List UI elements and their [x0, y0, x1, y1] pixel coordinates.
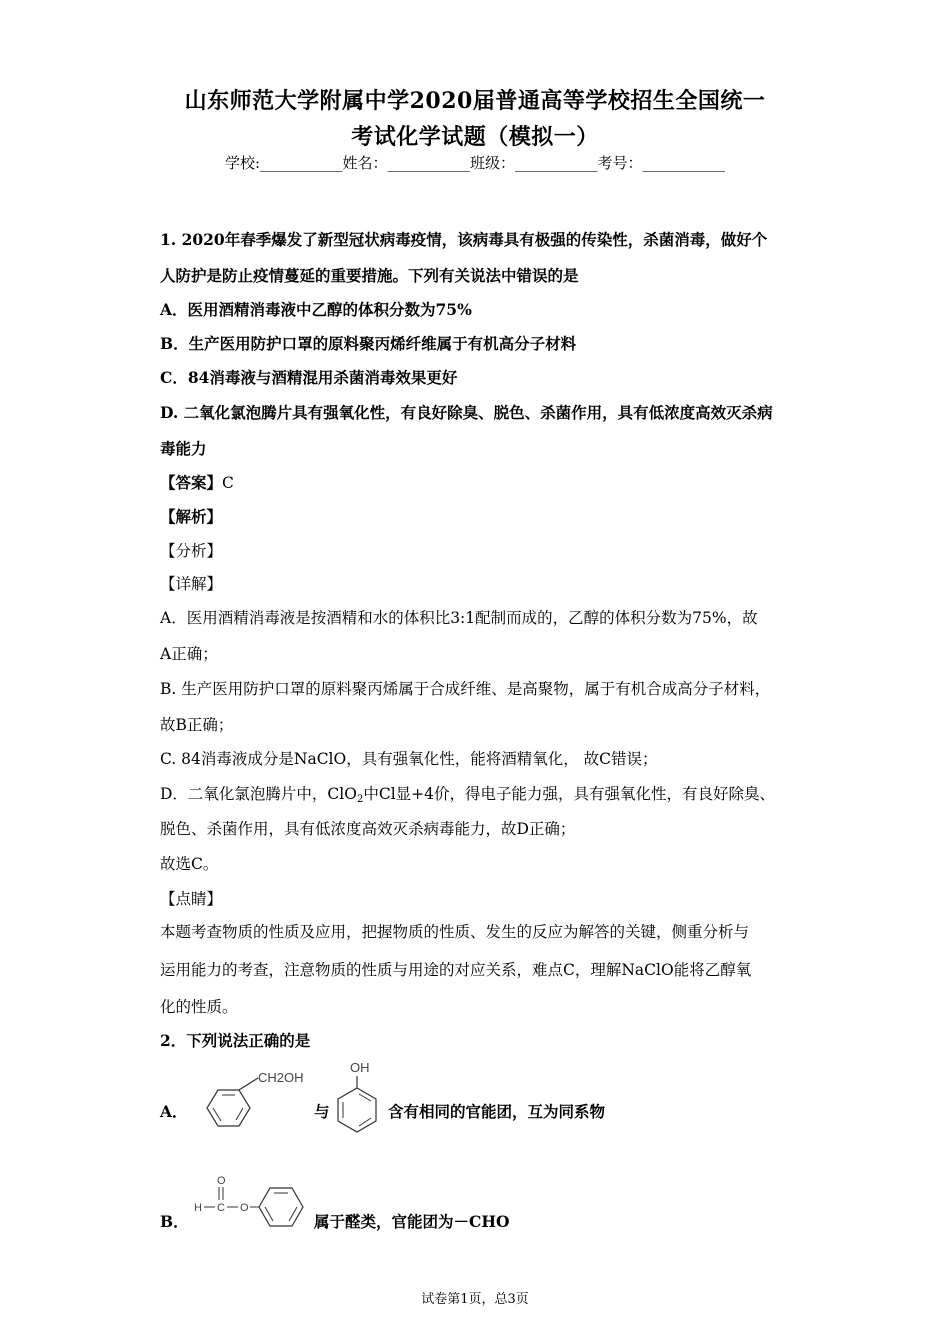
- detail-d-line1: [160, 782, 775, 804]
- detail-d-line2: 脱色、杀菌作用，具有低浓度高效灭杀病毒能力，故D正确；: [160, 820, 576, 838]
- dianjing-line1: 本题考查物质的性质及应用，把握物质的性质、发生的反应为解答的关键，侧重分析与: [160, 923, 750, 941]
- dianjing-line3: 化的性质。: [160, 998, 238, 1016]
- detail-label: 【详解】: [160, 575, 223, 593]
- exam-title-line1: 山东师范大学附属中学2020届普通高等学校招生全国统一: [184, 88, 766, 114]
- benzyl-alcohol-structure: [194, 1064, 314, 1144]
- clo2-subscript: 2: [356, 794, 364, 805]
- answer-label: 【答案】: [160, 473, 223, 492]
- q2-option-a-tail: 含有相同的官能团，互为同系物: [388, 1102, 606, 1121]
- q1-stem-line1: 1. 2020年春季爆发了新型冠状病毒疫情，该病毒具有极强的传染性，杀菌消毒，做好个: [160, 230, 768, 249]
- fenxi-label: 【分析】: [160, 542, 223, 560]
- phenol-structure: [332, 1058, 388, 1140]
- page-footer: 试卷第1页，总3页: [421, 1292, 529, 1307]
- q2-option-b-label: B．: [160, 1212, 189, 1231]
- q1-option-b: B．生产医用防护口罩的原料聚丙烯纤维属于有机高分子材料: [160, 334, 577, 353]
- q2-stem: 2．下列说法正确的是: [160, 1031, 311, 1050]
- detail-a-line1: A．医用酒精消毒液是按酒精和水的体积比3:1配制而成的，乙醇的体积分数为75%，故: [160, 609, 758, 627]
- dianjing-line2: 运用能力的考查，注意物质的性质与用途的对应关系，难点C，理解NaClO能将乙醇氧: [160, 961, 752, 979]
- q1-answer: [160, 471, 234, 493]
- h-label: H: [194, 1202, 202, 1214]
- detail-b-line2: 故B正确；: [160, 716, 234, 734]
- q2-option-b-tail: 属于醛类，官能团为－CHO: [314, 1212, 510, 1231]
- q1-option-d-line1: D. 二氧化氯泡腾片具有强氧化性，有良好除臭、脱色、杀菌作用，具有低浓度高效灭杀病: [160, 403, 773, 422]
- ch2oh-label: CH2OH: [258, 1070, 304, 1085]
- c-label: C: [217, 1202, 225, 1214]
- detail-d-post: 中Cl显+4价，得电子能力强，具有强氧化性，有良好除臭、: [363, 785, 775, 803]
- detail-c: C. 84消毒液成分是NaClO，具有强氧化性，能将酒精氧化， 故C错误；: [160, 750, 658, 768]
- student-info-line: 学校:___________姓名：___________班级：___________考号：___________: [224, 154, 726, 172]
- phenyl-formate-structure: [188, 1170, 312, 1236]
- q2-option-a-mid: 与: [314, 1102, 330, 1121]
- answer-value: C: [222, 474, 234, 492]
- q1-option-a: A．医用酒精消毒液中乙醇的体积分数为75%: [160, 300, 472, 319]
- dianjing-label: 【点睛】: [160, 890, 223, 908]
- detail-b-line1: B. 生产医用防护口罩的原料聚丙烯属于合成纤维、是高聚物，属于有机合成高分子材料，: [160, 680, 771, 698]
- q1-stem-line2: 人防护是防止疫情蔓延的重要措施。下列有关说法中错误的是: [160, 266, 579, 285]
- carbonyl-o-label: O: [217, 1175, 226, 1187]
- conclusion: 故选C。: [160, 855, 219, 873]
- oh-label: OH: [350, 1060, 370, 1075]
- ester-o-label: O: [240, 1202, 249, 1214]
- detail-d-pre: D．二氧化氯泡腾片中，ClO: [160, 785, 357, 803]
- analysis-label: 【解析】: [160, 507, 223, 526]
- q1-option-c: C．84消毒液与酒精混用杀菌消毒效果更好: [160, 368, 458, 387]
- q2-option-a-label: A．: [160, 1102, 188, 1121]
- exam-title-line2: 考试化学试题（模拟一）: [351, 124, 599, 150]
- detail-a-line2: A正确；: [160, 645, 218, 663]
- q1-option-d-line2: 毒能力: [160, 439, 207, 458]
